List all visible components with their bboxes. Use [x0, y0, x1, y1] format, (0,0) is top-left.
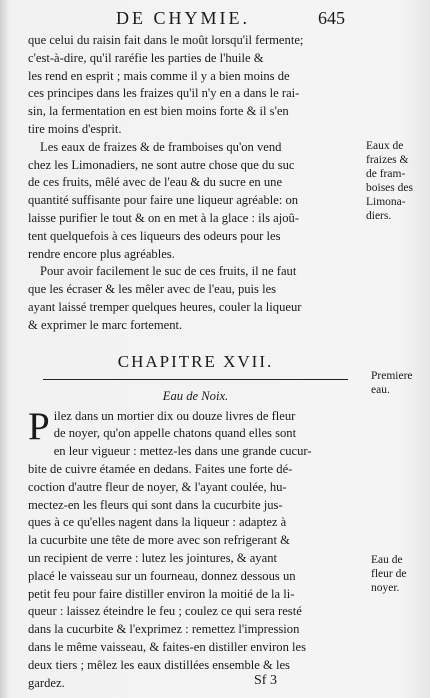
- running-head: [0, 8, 430, 30]
- text-line: de noyer, qu'on appelle chatons quand elles sont: [53, 426, 297, 441]
- text-line: tire moins d'esprit.: [28, 121, 122, 136]
- margin-note-line: diers.: [366, 210, 392, 222]
- text-line: gardez.: [28, 675, 65, 690]
- margin-note-fleur-noyer: [371, 553, 427, 595]
- paragraph-4: [28, 404, 363, 693]
- text-line: dans le même vaisseau, & faites-en distiller environ les: [28, 639, 307, 654]
- margin-note-eaux-limonadiers: [366, 139, 426, 223]
- margin-note-line: Eaux de: [366, 140, 404, 152]
- main-text-column: [28, 32, 363, 692]
- text-line: que les écraser & les mêler avec de l'eau, puis les: [28, 282, 277, 297]
- text-line: un recipient de verre : lutez les jointures, & ayant: [28, 550, 277, 565]
- margin-note-line: de fram-: [366, 168, 406, 180]
- margin-note-line: fraizes &: [366, 154, 409, 166]
- text-line: petit feu pour faire distiller environ la moitié de la li-: [28, 586, 295, 601]
- margin-note-line: Premiere: [371, 370, 413, 382]
- paragraph-1: [28, 32, 363, 139]
- text-line: que celui du raisin fait dans le moût lorsqu'il fermente;: [28, 33, 304, 47]
- text-line: ilez dans un mortier dix ou douze livres de fleur: [53, 408, 296, 423]
- text-line: Les eaux de fraizes & de framboises qu'on vend: [40, 139, 282, 154]
- chapter-heading: CHAPITRE XVII.: [117, 351, 274, 371]
- text-line: deux tiers ; mêlez les eaux distillées ensemble & les: [28, 657, 290, 672]
- text-line: coction d'autre fleur de noyer, & l'ayant coulée, hu-: [28, 479, 287, 494]
- margin-note-line: fleur de: [371, 568, 407, 580]
- signature-mark: Sf 3: [254, 673, 277, 688]
- margin-note-premiere-eau: [371, 369, 427, 397]
- text-line: ces principes dans les fraizes qu'il n'y en a dans le rai-: [28, 86, 300, 101]
- text-line: tent quelquefois à ces liqueurs des odeurs pour les: [28, 228, 281, 243]
- text-line: rendre encore plus agréables.: [28, 246, 175, 261]
- text-line: de ces fruits, mêlé avec de l'eau & du sucre en une: [28, 175, 283, 190]
- paragraph-3: [28, 263, 363, 334]
- margin-note-line: boises des: [366, 182, 413, 194]
- text-line: placé le vaisseau sur un fourneau, donnez dessous un: [28, 568, 296, 583]
- chapter-rule: [43, 379, 348, 380]
- page-number: 645: [318, 8, 345, 28]
- text-line: c'est-à-dire, qu'il raréfie les parties de l'huile &: [28, 50, 264, 65]
- text-line: en leur vigueur : mettez-les dans une grande cucur-: [53, 444, 312, 459]
- margin-note-line: Eau de: [371, 554, 403, 566]
- text-line: bite de cuivre étamée en dedans. Faites une forte dé-: [28, 461, 293, 476]
- text-line: sin, la fermentation en est bien moins forte & il s'en: [28, 104, 289, 119]
- text-line: dans la cucurbite & l'exprimez : remettez l'impression: [28, 622, 300, 637]
- running-head-title: DE CHYMIE.: [116, 8, 250, 28]
- margin-note-line: noyer.: [371, 582, 400, 594]
- text-line: quantité suffisante pour faire une liqueur agréable: on: [28, 193, 299, 208]
- drop-cap: P: [28, 404, 50, 448]
- text-line: mectez-en les fleurs qui sont dans la cucurbite jus-: [28, 497, 283, 512]
- text-line: ayant laissé tremper quelques heures, couler la liqueur: [28, 299, 302, 314]
- text-line: Pour avoir facilement le suc de ces fruits, il ne faut: [40, 264, 297, 279]
- margin-note-line: eau.: [371, 384, 390, 396]
- text-line: la cucurbite une tête de more avec son refrigerant &: [28, 533, 290, 548]
- text-line: & exprimer le marc fortement.: [28, 317, 183, 332]
- paragraph-2: [28, 139, 363, 264]
- text-line: ques à ce qu'elles nagent dans la liqueur : adaptez à: [28, 515, 287, 530]
- text-line: chez les Limonadiers, ne sont autre chose que du suc: [28, 157, 295, 172]
- margin-note-line: Limona-: [366, 196, 406, 208]
- text-line: les rend en esprit ; mais comme il y a bien moins de: [28, 68, 290, 83]
- chapter-subtitle: Eau de Noix.: [162, 388, 229, 403]
- text-line: queur : laissez éteindre le feu ; coulez ce qui sera resté: [28, 604, 302, 619]
- text-line: laisse purifier le tout & on en met à la glace : ils ajoû-: [28, 210, 300, 225]
